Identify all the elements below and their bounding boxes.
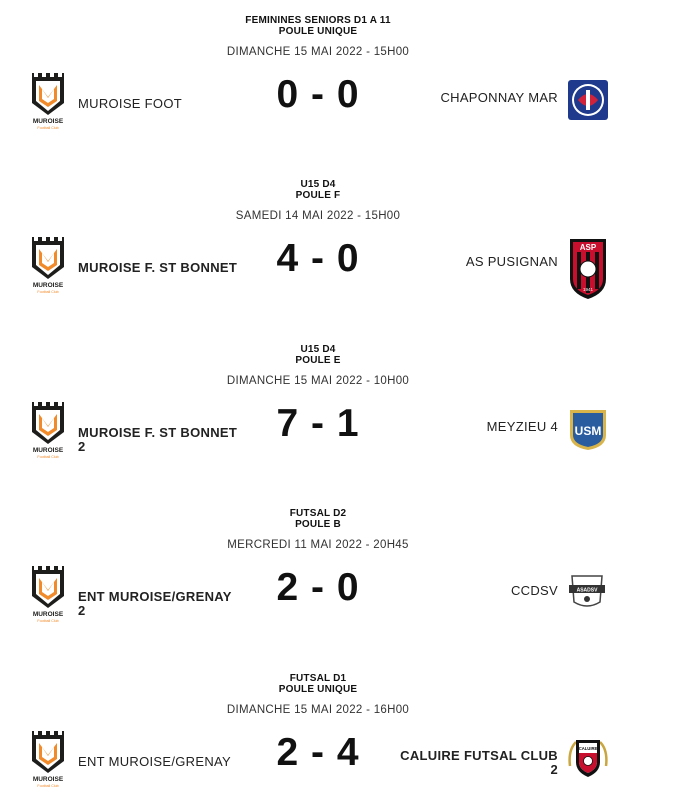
home-team-name[interactable]: ENT MUROISE/GRENAY	[78, 754, 231, 769]
competition-label: FUTSAL D2 POULE B	[289, 508, 347, 530]
match-score: 0 - 0	[276, 73, 360, 116]
match-date: SAMEDI 14 MAI 2022 - 15H00	[235, 210, 401, 222]
home-team-name[interactable]: MUROISE F. ST BONNET 2	[78, 425, 238, 454]
home-team-name[interactable]: MUROISE F. ST BONNET	[78, 260, 238, 275]
svg-text:MUROISE: MUROISE	[32, 282, 64, 289]
svg-text:ASP: ASP	[579, 243, 597, 252]
svg-text:MUROISE: MUROISE	[32, 118, 64, 125]
away-team-name[interactable]: CHAPONNAY MAR	[440, 90, 558, 105]
svg-text:Football Club: Football Club	[37, 126, 59, 130]
muroise-crest-icon	[30, 566, 66, 624]
svg-text:Football Club: Football Club	[37, 784, 59, 788]
chaponnay-crest-icon	[566, 77, 610, 123]
ccdsv-crest-icon	[566, 572, 608, 612]
away-team-name[interactable]: CALUIRE FUTSAL CLUB 2	[400, 748, 558, 777]
competition-label: U15 D4 POULE E	[295, 344, 341, 366]
svg-text:ASADSV: ASADSV	[576, 587, 598, 594]
home-team-name[interactable]: ENT MUROISE/GRENAY 2	[78, 589, 232, 618]
svg-text:Football Club: Football Club	[37, 290, 59, 294]
svg-text:1941: 1941	[582, 287, 594, 292]
match-score: 7 - 1	[276, 402, 360, 445]
svg-text:MUROISE: MUROISE	[32, 611, 64, 618]
home-team-name[interactable]: MUROISE FOOT	[78, 96, 182, 111]
caluire-crest-icon	[566, 735, 610, 781]
muroise-crest-icon	[30, 731, 66, 789]
away-team-name[interactable]: AS PUSIGNAN	[465, 254, 558, 269]
svg-text:Football Club: Football Club	[37, 455, 59, 459]
svg-text:MUROISE: MUROISE	[32, 447, 64, 454]
competition-label: FEMININES SENIORS D1 A 11 POULE UNIQUE	[245, 15, 391, 37]
match-score: 2 - 4	[276, 731, 360, 774]
match-card[interactable]	[0, 15, 673, 175]
match-date: DIMANCHE 15 MAI 2022 - 15H00	[226, 46, 410, 58]
meyzieu-crest-icon	[566, 406, 610, 452]
muroise-crest-icon	[30, 402, 66, 460]
svg-text:USM: USM	[574, 424, 602, 438]
muroise-crest-icon	[30, 237, 66, 295]
match-card[interactable]	[0, 179, 673, 339]
away-team-name[interactable]: MEYZIEU 4	[486, 419, 558, 434]
competition-label: FUTSAL D1 POULE UNIQUE	[278, 673, 358, 695]
muroise-crest-icon	[30, 73, 66, 131]
match-date: MERCREDI 11 MAI 2022 - 20H45	[227, 539, 409, 551]
match-date: DIMANCHE 15 MAI 2022 - 16H00	[226, 704, 410, 716]
match-date: DIMANCHE 15 MAI 2022 - 10H00	[226, 375, 410, 387]
match-card[interactable]	[0, 673, 673, 812]
match-card[interactable]	[0, 344, 673, 504]
svg-text:MUROISE: MUROISE	[32, 776, 64, 783]
match-card[interactable]	[0, 508, 673, 668]
competition-label: U15 D4 POULE F	[295, 179, 341, 201]
pusignan-crest-icon	[566, 235, 610, 301]
away-team-name[interactable]: CCDSV	[510, 583, 558, 598]
match-score: 2 - 0	[276, 566, 360, 609]
match-score: 4 - 0	[276, 237, 360, 280]
svg-text:Football Club: Football Club	[37, 619, 59, 623]
svg-text:CALUIRE: CALUIRE	[578, 746, 598, 751]
